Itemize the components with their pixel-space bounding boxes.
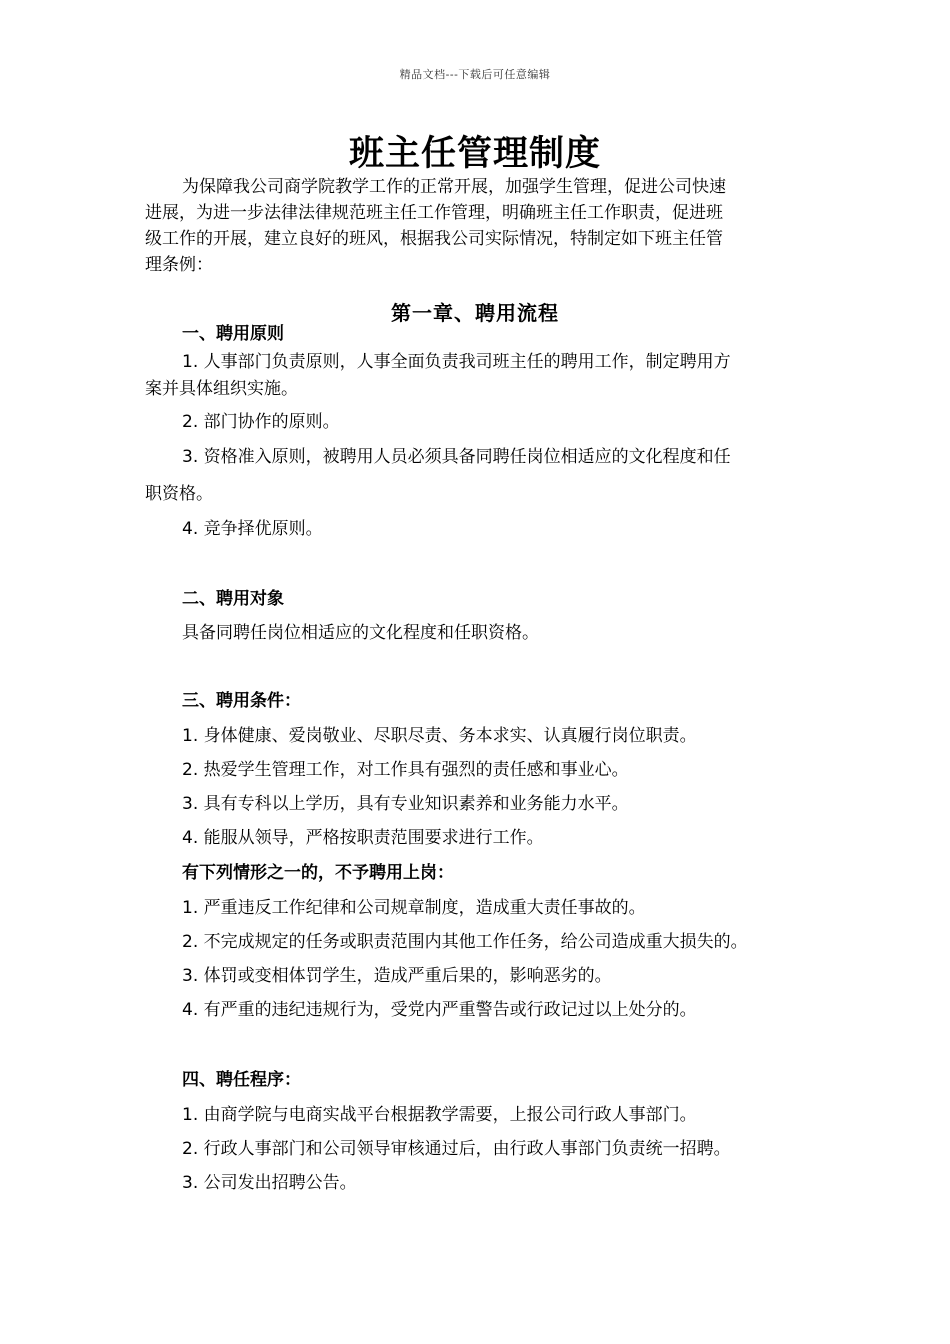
page-header-note: 精品文档---下载后可任意编辑 bbox=[399, 68, 551, 81]
section-heading-principles: 一、聘用原则 bbox=[182, 324, 284, 344]
principle-3-line-1: 3. 资格准入原则，被聘用人员必须具备同聘任岗位相适应的文化程度和任 bbox=[182, 447, 731, 467]
principle-1-line-2: 案并具体组织实施。 bbox=[145, 379, 298, 399]
section-heading-conditions: 三、聘用条件： bbox=[182, 691, 301, 711]
condition-item-3: 3. 具有专科以上学历，具有专业知识素养和业务能力水平。 bbox=[182, 794, 629, 814]
condition-item-4: 4. 能服从领导，严格按职责范围要求进行工作。 bbox=[182, 828, 544, 848]
section-heading-targets: 二、聘用对象 bbox=[182, 589, 284, 609]
procedure-item-3: 3. 公司发出招聘公告。 bbox=[182, 1173, 357, 1193]
condition-item-1: 1. 身体健康、爱岗敬业、尽职尽责、务本求实、认真履行岗位职责。 bbox=[182, 726, 697, 746]
exclusion-heading: 有下列情形之一的，不予聘用上岗： bbox=[182, 863, 454, 883]
procedure-item-2: 2. 行政人事部门和公司领导审核通过后，由行政人事部门负责统一招聘。 bbox=[182, 1139, 731, 1159]
section-heading-procedure: 四、聘任程序： bbox=[182, 1070, 301, 1090]
intro-line-4: 理条例： bbox=[145, 255, 213, 275]
principle-4: 4. 竞争择优原则。 bbox=[182, 519, 323, 539]
condition-item-2: 2. 热爱学生管理工作，对工作具有强烈的责任感和事业心。 bbox=[182, 760, 629, 780]
exclusion-item-4: 4. 有严重的违纪违规行为，受党内严重警告或行政记过以上处分的。 bbox=[182, 1000, 697, 1020]
principle-3-line-2: 职资格。 bbox=[145, 484, 213, 504]
exclusion-item-3: 3. 体罚或变相体罚学生，造成严重后果的，影响恶劣的。 bbox=[182, 966, 612, 986]
exclusion-item-1: 1. 严重违反工作纪律和公司规章制度，造成重大责任事故的。 bbox=[182, 898, 646, 918]
procedure-item-1: 1. 由商学院与电商实战平台根据教学需要，上报公司行政人事部门。 bbox=[182, 1105, 697, 1125]
intro-line-1: 为保障我公司商学院教学工作的正常开展，加强学生管理，促进公司快速 bbox=[182, 177, 726, 197]
exclusion-item-2: 2. 不完成规定的任务或职责范围内其他工作任务，给公司造成重大损失的。 bbox=[182, 932, 748, 952]
principle-1-line-1: 1. 人事部门负责原则，人事全面负责我司班主任的聘用工作，制定聘用方 bbox=[182, 352, 731, 372]
chapter-title: 第一章、聘用流程 bbox=[391, 301, 559, 325]
principle-2: 2. 部门协作的原则。 bbox=[182, 412, 340, 432]
intro-line-3: 级工作的开展，建立良好的班风，根据我公司实际情况，特制定如下班主任管 bbox=[145, 229, 723, 249]
intro-line-2: 进展，为进一步法律法律规范班主任工作管理，明确班主任工作职责，促进班 bbox=[145, 203, 723, 223]
targets-text: 具备同聘任岗位相适应的文化程度和任职资格。 bbox=[182, 623, 539, 643]
document-title: 班主任管理制度 bbox=[348, 134, 601, 174]
